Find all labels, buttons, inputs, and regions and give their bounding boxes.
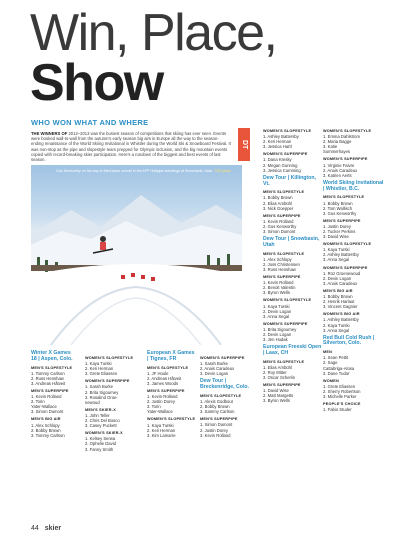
result-line: 1. Sarah Burke	[85, 384, 113, 390]
result-line: Yater-Wallace	[147, 409, 173, 415]
category-heading: WOMEN'S SLOPESTYLE	[85, 356, 134, 360]
result-line: 1. Kevin Rolland	[31, 394, 62, 400]
result-line: 1. Grete Eliassen	[323, 383, 356, 389]
hero-photo	[31, 165, 242, 345]
category-heading: WOMEN'S SLOPESTYLE	[323, 129, 372, 133]
page-footer	[31, 525, 61, 532]
event-heading: Red Bull Cold Rush | Silverton, Colo.	[323, 334, 375, 347]
event-heading: Dew Tour | Snowbasin, Utah	[263, 236, 320, 248]
results-column-4	[200, 353, 250, 438]
mountain-halfpipe-illustration	[31, 165, 242, 345]
category-heading: WOMEN'S SLOPESTYLE	[323, 242, 372, 247]
result-line: 3. Simon Dumont	[31, 409, 64, 415]
result-line: 1. Sarah Burke	[200, 361, 228, 367]
category-heading: MEN	[323, 350, 333, 355]
result-line: 3. Simon Dumont	[263, 229, 296, 234]
result-line: Cattabriga-Alosa	[323, 365, 355, 371]
result-line: 1. Tommy Carlson	[31, 370, 65, 376]
page-number: 44	[31, 525, 39, 532]
category-heading: MEN'S SLOPESTYLE	[323, 195, 365, 200]
results-column-3	[147, 348, 197, 438]
result-line: 3. Rosalind Groe-	[85, 394, 118, 400]
result-line: 3. Nick Goepper	[263, 205, 294, 211]
category-heading: MEN'S SLOPESTYLE	[263, 359, 305, 364]
result-line: 3. Grete Eliassen	[85, 371, 118, 377]
result-line: Yater-Wallace	[31, 404, 57, 410]
category-heading: WOMEN'S SLOPESTYLE	[263, 298, 312, 303]
section-tag: DT	[238, 128, 250, 161]
result-line: 1. Kelsey Serwa	[85, 436, 116, 442]
subhead: WHO WON WHAT AND WHERE	[31, 118, 149, 127]
category-heading: MEN'S BIG AIR	[323, 288, 353, 293]
category-heading: WOMEN'S SUPERPIPE	[323, 265, 368, 270]
category-heading: WOMEN'S SLOPESTYLE	[147, 417, 196, 422]
category-heading: WOMEN'S SKIER-X	[85, 431, 123, 436]
result-line: 3. Russ Henshaw	[263, 266, 296, 272]
category-heading: MEN'S SLOPESTYLE	[200, 393, 242, 398]
category-heading: MEN'S SKIER-X	[85, 407, 116, 412]
result-line: 2. Sage	[323, 360, 338, 366]
result-line: 1. Elias Ambühl	[263, 364, 292, 370]
result-line: 3. Byron Wells	[263, 398, 290, 404]
result-line: 1. Sean Pettit	[323, 355, 349, 361]
result-line: 1. Kaya Turski	[263, 303, 290, 309]
result-line: newoud	[85, 399, 100, 405]
result-line: 2. Roy Mitter	[263, 369, 287, 375]
result-line: 3. David Wise	[323, 234, 349, 240]
result-line: 2. Justin Dorey	[147, 399, 175, 405]
result-line: 2. Matt Margetts	[263, 393, 294, 399]
event-heading: Winter X Games 18 | Aspen, Colo.	[31, 350, 73, 362]
result-line: 2. Benoit Valentin	[263, 285, 296, 291]
category-heading: MEN'S SUPERPIPE	[263, 383, 301, 388]
result-line: 2. Ophelie David	[85, 441, 116, 447]
result-line: 3. Devin Logan	[200, 371, 229, 377]
event-heading: World Skiing Invitational | Whistler, B.C.	[323, 179, 384, 192]
result-line: 1. Emma Dahlstrom	[323, 134, 360, 140]
result-line: 2. Bobby Brown	[200, 404, 230, 410]
caption-credit: TKE photo	[214, 169, 231, 173]
result-line: 2. Devin Logan	[323, 275, 352, 281]
result-line: 1. Simon Dumont	[200, 422, 233, 428]
category-heading: WOMEN'S SUPERPIPE	[323, 157, 368, 162]
caption-text: Gus Kenworthy on his way to third place overall in the AFP Halfpipe standings at Snowbasin, Utah.	[56, 169, 214, 173]
result-line: 3. Katie	[323, 144, 338, 150]
category-heading: WOMEN'S SUPERPIPE	[263, 321, 308, 326]
result-line: 2. Sherry Robertson	[323, 388, 361, 394]
result-line: 2. Joss Christensen	[263, 261, 300, 267]
result-line: 2. Justin Dorey	[200, 427, 228, 433]
magazine-brand: skier	[44, 525, 62, 532]
result-line: 1. Fabio Studer	[323, 407, 352, 413]
category-heading: MEN'S SLOPESTYLE	[263, 190, 305, 195]
result-line: 2. Keri Herman	[85, 366, 114, 372]
category-heading: MEN'S SUPERPIPE	[323, 218, 361, 223]
result-line: 1. Kevin Rolland	[147, 394, 178, 400]
result-line: 3. Katrien Aerts	[323, 172, 352, 178]
category-heading: WOMEN'S SUPERPIPE	[200, 356, 245, 360]
result-line: 1. Alex Schlopy	[263, 256, 292, 262]
result-line: 2. Anais Caradeux	[323, 167, 358, 173]
result-line: 3. Oscar Scherlin	[263, 375, 296, 381]
photo-caption	[31, 169, 231, 173]
headline	[30, 4, 277, 112]
result-line: 3. Anna Segal	[263, 313, 290, 319]
category-heading: MEN'S SUPERPIPE	[147, 388, 185, 393]
result-line: 3. Vincent Gagnier	[323, 304, 358, 310]
results-column-5	[263, 126, 323, 404]
result-line: 3. Casey Puckett	[85, 423, 117, 429]
result-line: 1. Bobby Brown	[323, 200, 353, 206]
result-line: 3. Anais Caradeux	[323, 280, 358, 286]
result-line: 3. Dane Tudor	[323, 370, 350, 376]
result-line: 2. Brita Sigourney	[85, 389, 119, 395]
result-line: 2. Tucker Perkins	[323, 229, 356, 234]
result-line: 2. Megan Gunning	[263, 162, 298, 168]
intro-paragraph	[31, 131, 231, 162]
result-line: 3. James Woods	[147, 380, 179, 386]
result-line: 1. Kaya Turski	[147, 422, 174, 428]
result-line: 2. Torin	[31, 399, 45, 405]
result-line: 2. Andreas Håtveit	[147, 375, 182, 381]
event-heading: Dew Tour | Breckenridge, Colo.	[200, 378, 250, 391]
result-line: 3. Anna Segal	[323, 327, 350, 333]
result-line: 3. Jessica Hartl	[263, 144, 292, 150]
category-heading: MEN'S SUPERPIPE	[200, 417, 238, 422]
event-heading: European Freeski Open | Laax, CH	[263, 344, 322, 356]
result-line: 1. Ashley Battersby	[263, 134, 299, 140]
result-line: 2. Keri Herman	[263, 139, 292, 145]
result-line: 2. Chris Del Bosco	[85, 418, 120, 424]
category-heading: MEN'S SUPERPIPE	[263, 213, 301, 218]
result-line: 1. Kevin Rolland	[263, 218, 294, 224]
result-line: 1. Justin Dorey	[323, 223, 351, 229]
result-line: 2. Kaya Turski	[323, 322, 350, 328]
result-line: 2. Devin Logan	[263, 332, 292, 337]
result-line: 3. Torin	[147, 404, 161, 410]
intro-body: 2012–2013 was the busiest season of competitions that skiing has ever seen. Events were booked wall-to-wall from the autumn's early season big airs in Europe all the way to the season-ending renaissance of the World Skiing Invitational in Whistler during the World Ski & Snowboard Festival. It was non-stop as the pipe and slopestyle team prepped for Olympic inclusion, and the big mountain events copied with record-breaking skier participation. Here's a rundown of the biggest and best events of last season.	[31, 131, 231, 163]
result-line: 2. Elias Ambühl	[263, 200, 292, 206]
category-heading: MEN'S SLOPESTYLE	[147, 365, 189, 370]
results-column-1	[31, 348, 76, 438]
intro-lead: THE WINNERS OF	[31, 131, 68, 136]
result-line: 2. Devin Logan	[263, 308, 292, 314]
category-heading: MEN'S BIG AIR	[31, 417, 61, 422]
category-heading: WOMEN'S BIG AIR	[323, 312, 360, 317]
result-line: 3. Fanny Smith	[85, 446, 114, 452]
result-line: 3. Tommy Carlson	[31, 432, 65, 438]
result-line: 1. JF Houle	[147, 370, 169, 376]
result-line: 1. Kevin Rolland	[263, 280, 294, 286]
category-heading: MEN'S SUPERPIPE	[263, 275, 301, 280]
result-line: 1. Kaya Turski	[323, 247, 350, 253]
result-line: 3. Andreas Håtveit	[31, 380, 66, 386]
category-heading: WOMEN'S SUPERPIPE	[263, 152, 308, 157]
category-heading: WOMEN'S SLOPESTYLE	[263, 129, 312, 133]
event-heading: Dew Tour | Killington, Vt.	[263, 174, 316, 187]
results-column-2	[85, 353, 140, 452]
result-line: 1. Bobby Brown	[323, 294, 353, 300]
category-heading: MEN'S SLOPESTYLE	[31, 365, 73, 370]
result-line: 2. Gus Kenworthy	[263, 223, 297, 229]
category-heading: WOMEN	[323, 378, 339, 383]
result-line: 2. Anais Caradeux	[200, 366, 235, 372]
result-line: 1. Ashley Battersby	[323, 317, 359, 323]
result-line: 1. Bobby Brown	[263, 195, 293, 201]
result-line: 1. Dana Kresky	[263, 157, 292, 163]
result-line: 2. Henrik Harlaut	[323, 299, 355, 305]
result-line: 3. Sammy Carlson	[200, 409, 235, 415]
category-heading: MEN'S SLOPESTYLE	[263, 251, 305, 256]
result-line: 1. Kaya Turski	[85, 361, 112, 367]
result-line: 3. Kim Lamarre	[147, 432, 176, 438]
result-line: 3. Michelle Parker	[323, 394, 357, 400]
result-line: Summerhayes	[323, 149, 350, 155]
result-line: 2. Tom Wallisch	[323, 205, 353, 211]
result-line: 1. Alexis Godbout	[200, 399, 233, 405]
results-column-6	[323, 126, 385, 412]
result-line: 1. Brita Sigourney	[263, 326, 297, 332]
event-heading: European X Games | Tignes, FR	[147, 350, 195, 362]
result-line: 3. Jessica Cumming	[263, 167, 301, 173]
result-line: 1. Virginie Faivre	[323, 162, 355, 168]
result-line: 3. Byron Wells	[263, 290, 290, 296]
result-line: 3. Jen Hudak	[263, 337, 288, 343]
result-line: 2. Ashley Battersby	[323, 252, 359, 258]
result-line: 2. Maria Bagge	[323, 139, 352, 145]
result-line: 1. David Wise	[263, 388, 289, 394]
category-heading: WOMEN'S SUPERPIPE	[85, 379, 130, 384]
result-line: 1. Alex Schlopy	[31, 422, 60, 428]
result-line: 3. Gus Kenworthy	[323, 210, 357, 216]
headline-line-1: Win, Place,	[30, 4, 277, 62]
result-line: 3. Anna Segal	[323, 257, 350, 263]
result-line: 2. Bobby Brown	[31, 427, 61, 433]
result-line: 2. Russ Henshaw	[31, 375, 64, 381]
headline-line-2: Show	[30, 54, 163, 112]
category-heading: PEOPLE'S CHOICE	[323, 402, 361, 407]
result-line: 3. Kevin Rolland	[200, 432, 231, 438]
result-line: 1. Roz Groenewoud	[323, 270, 361, 276]
result-line: 2. Keri Herman	[147, 427, 176, 433]
result-line: 1. John Teller	[85, 412, 110, 418]
category-heading: MEN'S SUPERPIPE	[31, 388, 69, 393]
